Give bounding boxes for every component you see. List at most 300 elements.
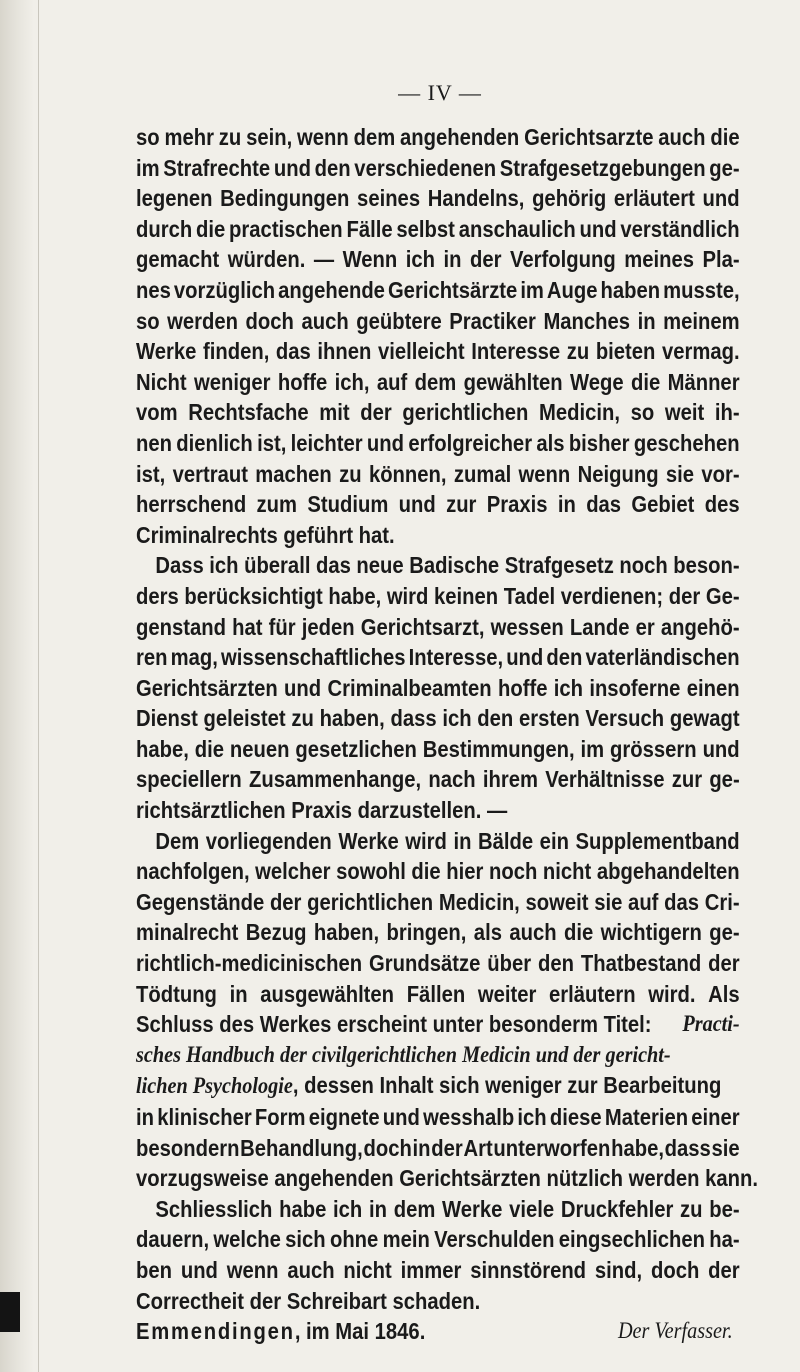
word: eingsechlichen [558, 1226, 705, 1253]
word: geschehen [633, 429, 740, 456]
book-title-fragment: lichen Psychologie [136, 1073, 293, 1099]
word: auf [628, 888, 659, 915]
word: vaterländischen [585, 644, 740, 671]
word: zu [566, 338, 590, 365]
word: Ge- [705, 582, 740, 609]
word: angehende [278, 276, 385, 303]
word: Verfolgung [510, 246, 616, 273]
word: überall [244, 552, 311, 579]
word: der [708, 1256, 740, 1283]
word: vorliegenden [205, 827, 332, 854]
word: angehö- [660, 613, 740, 640]
word: practischen [229, 215, 343, 242]
word: Materien [604, 1104, 689, 1130]
word: berücksichtigt [184, 582, 323, 609]
text-line [136, 214, 740, 245]
word: ge- [709, 919, 740, 946]
text-line [136, 948, 740, 979]
word: Pla- [702, 246, 740, 273]
word: selbst [396, 215, 455, 242]
word: zur [446, 491, 477, 518]
word: vorzüglich [173, 276, 276, 303]
word: habe [279, 1195, 327, 1222]
word: ich [553, 674, 584, 701]
scan-corner-mark [0, 1292, 20, 1332]
word: die [710, 124, 740, 150]
word: Praxis [486, 491, 548, 518]
word: bieten [595, 338, 656, 365]
word: und [382, 1104, 420, 1130]
word: als [536, 429, 565, 456]
word: ha- [709, 1226, 740, 1253]
word: ih- [714, 399, 740, 426]
word: Dienst [136, 705, 198, 732]
word: Behandlung, [240, 1134, 363, 1161]
text-line: Correctheit der Schreibart schaden. [136, 1287, 481, 1314]
word: dem [414, 368, 457, 395]
word: richtlich-medicinischen [136, 950, 363, 977]
word: in [557, 491, 576, 518]
word: weniger [193, 368, 271, 395]
word: den [477, 705, 514, 732]
word: Badische [409, 552, 500, 579]
word: vielleicht [378, 338, 465, 365]
word: Criminalbeamten [327, 674, 492, 701]
word: nen [136, 429, 172, 456]
text-line [136, 1133, 740, 1164]
word: Schliesslich [155, 1195, 273, 1222]
word: Grundsätze [368, 950, 481, 977]
text-line [136, 612, 740, 643]
word: verdienen; [560, 582, 664, 609]
word: die [194, 735, 225, 762]
word: meines [624, 246, 694, 273]
text-line-title-middle [136, 1040, 740, 1071]
word: der [269, 888, 302, 915]
word: minalrecht [136, 919, 239, 946]
word: — [313, 246, 335, 273]
signature-place: Emmendingen [136, 1318, 295, 1345]
text-fragment: Schluss des Werkes erscheint unter besonderm Titel: [136, 1011, 652, 1038]
word: erfolgreicher [408, 429, 533, 456]
word: herrschend [136, 491, 247, 518]
word: und [398, 491, 436, 518]
word: Werke [442, 1195, 503, 1222]
word: und [702, 735, 740, 762]
word: hoffe [277, 368, 328, 395]
word: Medicin, [539, 399, 621, 426]
word: habe, [611, 1134, 664, 1161]
text-line [136, 917, 740, 948]
word: sinnstörend [470, 1256, 587, 1283]
word: Männer [667, 368, 740, 395]
word: Art [463, 1134, 493, 1161]
word: vertraut [172, 460, 248, 487]
word: wichtigern [600, 919, 702, 946]
word: dauern, [136, 1226, 210, 1253]
word: Gerichtsärzte [387, 276, 518, 303]
word: sind, [594, 1256, 643, 1283]
word: noch [488, 858, 538, 885]
word: Wenn [342, 246, 398, 273]
word: insoferne [589, 674, 681, 701]
word: Strafrechte [163, 154, 271, 181]
word: auch [301, 307, 349, 334]
word: und [180, 1256, 218, 1283]
word: neuen [229, 735, 290, 762]
word: Strafgesetzgebungen [499, 154, 706, 181]
word: gesetzlichen [295, 735, 417, 762]
word: grössern [610, 735, 697, 762]
word: für [268, 613, 296, 640]
word: ihrem [482, 766, 538, 793]
word: so [630, 399, 655, 426]
word: immer [400, 1256, 462, 1283]
word: zu [680, 1195, 703, 1222]
word: im [136, 154, 160, 181]
word: neue [356, 552, 404, 579]
word: vor- [701, 460, 740, 487]
word: durch [136, 215, 193, 242]
word: mein [382, 1226, 430, 1253]
word: wird [386, 582, 429, 609]
word: abgehandelten [596, 858, 740, 885]
word: zum [256, 491, 298, 518]
word: Wege [569, 368, 624, 395]
word: wenn [226, 1256, 279, 1283]
word: er [635, 613, 655, 640]
word: Tödtung [136, 980, 217, 1007]
word: Auge [546, 276, 598, 303]
text-line [136, 734, 740, 765]
text-line [136, 428, 740, 459]
text-line [136, 581, 740, 612]
word: gewählten [463, 368, 563, 395]
page-binding-edge [0, 0, 34, 1372]
word: Cri- [704, 888, 740, 915]
word: Practiker [449, 307, 536, 334]
text-line [136, 1255, 740, 1286]
word: welcher [255, 858, 331, 885]
word: gerichtlichen [402, 399, 529, 426]
word: die [630, 368, 661, 395]
word: und [366, 429, 405, 456]
word: anschaulich [458, 215, 576, 242]
word: mag, [170, 644, 218, 671]
word: ren [136, 644, 168, 671]
word: gerichtlichen [307, 888, 434, 915]
word: soweit [525, 888, 589, 915]
signature-line [136, 1316, 740, 1347]
text-line [136, 367, 740, 398]
word: haben, [319, 705, 385, 732]
word: und [273, 154, 311, 181]
word: meinem [663, 307, 740, 334]
word: verschiedenen [354, 154, 497, 181]
text-line [136, 826, 740, 857]
word: leichter [290, 429, 363, 456]
word: das [664, 888, 700, 915]
word: Bälde [478, 827, 534, 854]
word: des [704, 491, 740, 518]
word: bringen, [386, 919, 467, 946]
word: habe, [328, 582, 382, 609]
word: nach [428, 766, 476, 793]
text-line [136, 1194, 740, 1225]
word: nicht [542, 858, 592, 885]
word: und [284, 674, 322, 701]
word: nachfolgen, [136, 858, 250, 885]
word: können, [368, 460, 447, 487]
word: ge- [709, 766, 740, 793]
word: ich [209, 552, 239, 579]
text-line [136, 1102, 740, 1133]
word: in [453, 827, 472, 854]
word: Verhältnisse [545, 766, 665, 793]
word: bisher [568, 429, 630, 456]
word: ist, [257, 429, 287, 456]
book-title-fragment: Practi- [682, 1011, 740, 1037]
word: gemacht [136, 246, 220, 273]
page-fold-line [38, 0, 39, 1372]
word: und [702, 185, 740, 212]
word: dem [353, 124, 396, 150]
word: haben, [313, 919, 380, 946]
word: Druckfehler [560, 1195, 674, 1222]
word: unterworfen [493, 1134, 611, 1161]
word: jeden [301, 613, 355, 640]
word: klinischer [157, 1104, 252, 1130]
word: ich [517, 1104, 547, 1130]
word: seines [357, 185, 421, 212]
word: eignete [308, 1104, 380, 1130]
word: der [470, 246, 502, 273]
word: ich, [334, 368, 370, 395]
word: ohne [329, 1226, 379, 1253]
word: doch [363, 1134, 412, 1161]
word: in [637, 307, 656, 334]
word: Werke [136, 338, 197, 365]
text-line [136, 183, 740, 214]
word: der [360, 399, 392, 426]
word: im [520, 276, 544, 303]
word: angehenden [400, 124, 520, 150]
word: über [487, 950, 532, 977]
word: Thatbestand [580, 950, 702, 977]
word: die [411, 858, 441, 885]
word: so [136, 307, 160, 334]
text-line [136, 459, 740, 490]
text-line [136, 887, 740, 918]
word: würden. [227, 246, 306, 273]
word: sie [665, 460, 695, 487]
word: Gerichtsarzte [524, 124, 654, 150]
word: wessen [490, 613, 564, 640]
word: Fälle [346, 215, 393, 242]
word: vermag. [662, 338, 740, 365]
word: dienlich [176, 429, 253, 456]
body-text [136, 122, 758, 1347]
word: dass [390, 705, 437, 732]
word: Gerichtsarzt, [360, 613, 485, 640]
word: Medicin, [438, 888, 520, 915]
word: die [196, 215, 226, 242]
word: den [546, 644, 583, 671]
word: Tadel [503, 582, 556, 609]
word: nes [136, 276, 171, 303]
word: wesshalb [423, 1104, 515, 1130]
text-line [136, 979, 740, 1010]
word: wenn [297, 124, 349, 150]
word: sie [711, 1134, 740, 1161]
word: ich [333, 1195, 363, 1222]
word: sein, [246, 124, 293, 150]
word: Manches [543, 307, 631, 334]
text-line [136, 1224, 740, 1255]
word: zur [671, 766, 703, 793]
word: dass [664, 1134, 711, 1161]
word: welche [213, 1226, 281, 1253]
word: mehr [164, 124, 214, 150]
word: das [586, 491, 622, 518]
word: mit [319, 399, 350, 426]
text-line: Criminalrechts geführt hat. [136, 521, 395, 548]
word: ge- [709, 154, 740, 181]
word: geübtere [356, 307, 442, 334]
word: den [538, 950, 575, 977]
word: Nicht [136, 368, 187, 395]
word: den [314, 154, 351, 181]
word: in [368, 1195, 387, 1222]
word: Lande [569, 613, 630, 640]
word: ist, [136, 460, 166, 487]
text-line [136, 336, 740, 367]
word: sich [285, 1226, 326, 1253]
word: verständlich [620, 215, 740, 242]
word: doch [650, 1256, 700, 1283]
word: hoffe [497, 674, 548, 701]
word: als [473, 919, 502, 946]
word: erläutern [548, 980, 636, 1007]
word: ihnen [317, 338, 372, 365]
word: auch [658, 124, 706, 150]
word: Fällen [406, 980, 466, 1007]
word: machen [255, 460, 332, 487]
word: hat [232, 613, 263, 640]
word: weiter [477, 980, 537, 1007]
word: doch [245, 307, 294, 334]
word: Interesse [471, 338, 561, 365]
word: Interesse, [408, 644, 504, 671]
word: Handelns, [427, 185, 525, 212]
word: in [229, 980, 248, 1007]
word: auch [287, 1256, 335, 1283]
text-line [136, 550, 740, 581]
word: nicht [343, 1256, 392, 1283]
word: diese [549, 1104, 602, 1130]
word: ein [539, 827, 569, 854]
signature-date: , im Mai 1846. [294, 1318, 426, 1345]
word: Neigung [577, 460, 659, 487]
text-line [136, 275, 740, 306]
word: auf [376, 368, 408, 395]
word: vom [136, 399, 178, 426]
word: wissenschaftliches [220, 644, 406, 671]
word: und [579, 215, 617, 242]
word: ders [136, 582, 179, 609]
word: viele [509, 1195, 555, 1222]
word: Zusammenhange, [249, 766, 422, 793]
word: ersten [518, 705, 580, 732]
word: haben [600, 276, 661, 303]
word: der [431, 1134, 463, 1161]
text-line [136, 642, 740, 673]
word: in [412, 1134, 431, 1161]
word: und [506, 644, 544, 671]
word: Form [254, 1104, 306, 1130]
word: Gerichtsärzten [136, 674, 278, 701]
word: das [315, 552, 351, 579]
word: be- [709, 1195, 740, 1222]
word: sie [594, 888, 623, 915]
word: ich [405, 246, 436, 273]
word: auch [509, 919, 557, 946]
text-line [136, 673, 740, 704]
word: Bezug [245, 919, 307, 946]
word: habe, [136, 735, 189, 762]
word: Strafgesetz [504, 552, 614, 579]
word: zu [339, 460, 362, 487]
text-line: richtsärztlichen Praxis darzustellen. — [136, 797, 508, 824]
word: wird. [648, 980, 696, 1007]
text-line [136, 153, 740, 184]
text-line-title-end [136, 1070, 740, 1102]
word: ausgewählten [260, 980, 395, 1007]
place-date [136, 1316, 425, 1347]
book-title-fragment: sches Handbuch der civilgerichtlichen Medicin und der gericht- [136, 1041, 671, 1067]
word: Studium [307, 491, 389, 518]
word: Gegenstände [136, 888, 265, 915]
word: Versuch [585, 705, 665, 732]
word: wird [405, 827, 447, 854]
text-line [136, 856, 740, 887]
word: Gebiet [631, 491, 695, 518]
text-fragment: , dessen Inhalt sich weniger zur Bearbeitung [292, 1072, 722, 1099]
word: legenen [136, 185, 213, 212]
word: ich [442, 705, 472, 732]
word: Rechtsfache [188, 399, 309, 426]
word: dem [393, 1195, 436, 1222]
word: der [668, 582, 701, 609]
word: in [136, 1104, 154, 1130]
page-number: — IV — [398, 80, 482, 105]
word: Als [708, 980, 740, 1007]
text-line [136, 489, 740, 520]
word: geleistet [203, 705, 286, 732]
word: Bedingungen [220, 185, 350, 212]
text-line: vorzugsweise angehenden Gerichtsärzten nützlich werden kann. [136, 1165, 758, 1192]
word: einer [691, 1104, 740, 1130]
word: sowohl [336, 858, 406, 885]
word: weit [664, 399, 705, 426]
word: hier [446, 858, 484, 885]
word: zumal [453, 460, 512, 487]
text-line [136, 764, 740, 795]
word: Bestimmungen, [422, 735, 575, 762]
title-end-wrap [136, 1070, 721, 1102]
word: speciellern [136, 766, 242, 793]
text-line [136, 244, 740, 275]
